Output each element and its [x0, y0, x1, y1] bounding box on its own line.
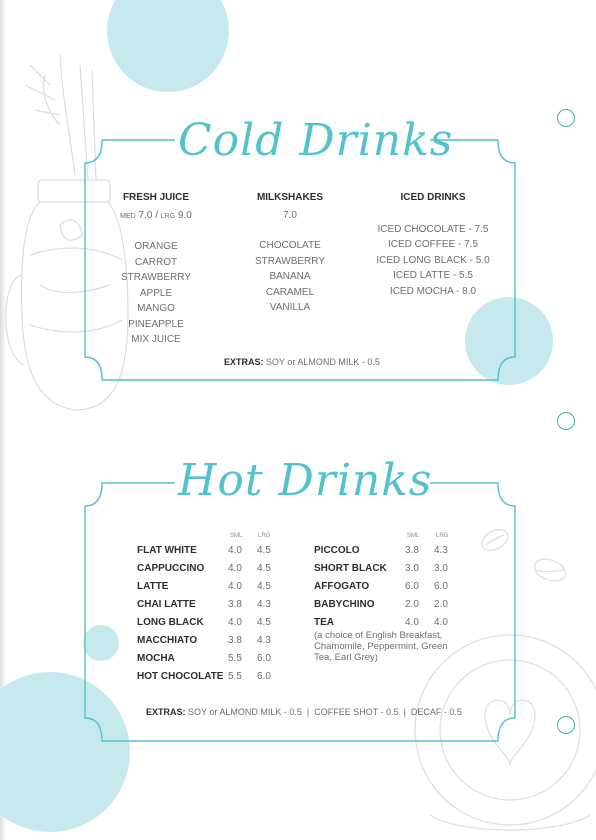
list-item: CARROT: [134, 256, 178, 268]
table-row: MOCHA 5.5 6.0: [137, 653, 271, 664]
hot-drinks-left-table: [137, 531, 297, 689]
table-row: MACCHIATO 3.8 4.3: [137, 635, 271, 646]
milkshakes-heading: MILKSHAKES: [256, 192, 324, 203]
list-item: STRAWBERRY: [120, 272, 191, 283]
list-item: VANILLA: [269, 302, 311, 313]
table-row: PICCOLO 3.8 4.3: [314, 545, 448, 556]
list-item: CARAMEL: [265, 286, 315, 298]
ring-marker-icon: [557, 109, 575, 127]
table-row: SHORT BLACK 3.0 3.0: [314, 563, 448, 574]
table-row: CAPPUCCINO 4.0 4.5: [137, 563, 271, 574]
size-small-header: SML: [407, 533, 420, 539]
fresh-juice-prices: MED 7.0 / LRG 9.0: [120, 209, 192, 221]
ring-marker-icon: [557, 412, 575, 430]
table-row: BABYCHINO 2.0 2.0: [314, 599, 448, 610]
milkshakes-price: 7.0: [283, 209, 297, 221]
list-item: CHOCOLATE: [259, 240, 321, 251]
list-item: BANANA: [269, 271, 311, 282]
cold-drinks-title: Cold Drinks: [178, 115, 454, 166]
fresh-juice-heading: FRESH JUICE: [122, 192, 190, 203]
table-row: HOT CHOCOLATE 5.5 6.0: [137, 671, 271, 682]
hot-extras: EXTRAS: SOY or ALMOND MILK - 0.5 | COFFEE SHOT - 0.5 | DECAF - 0.5: [146, 707, 462, 717]
list-item: ICED LONG BLACK - 5.0: [376, 254, 490, 266]
table-row: LONG BLACK 4.0 4.5: [137, 617, 271, 628]
list-item: PINEAPPLE: [128, 318, 184, 330]
list-item: ICED LATTE - 5.5: [393, 270, 473, 281]
list-item: APPLE: [139, 287, 173, 299]
list-item: ICED COFFEE - 7.5: [387, 239, 478, 250]
table-row: TEA 4.0 4.0: [314, 617, 448, 628]
size-small-header: SML: [230, 533, 243, 539]
list-item: ORANGE: [134, 241, 178, 252]
table-row: FLAT WHITE 4.0 4.5: [137, 545, 271, 556]
list-item: ICED MOCHA - 8.0: [389, 285, 477, 297]
list-item: MANGO: [137, 303, 175, 314]
cold-extras: EXTRAS: SOY or ALMOND MILK - 0.5: [224, 357, 380, 367]
list-item: ICED CHOCOLATE - 7.5: [377, 223, 489, 235]
tea-note: (a choice of English Breakfast, Chamomile, Peppermint, Green Tea, Earl Grey): [314, 630, 448, 663]
table-row: AFFOGATO 6.0 6.0: [314, 581, 448, 592]
table-row: CHAI LATTE 3.8 4.3: [137, 599, 271, 610]
list-item: STRAWBERRY: [254, 255, 325, 267]
fresh-juice-column: [110, 190, 202, 348]
size-large-header: LRG: [258, 533, 271, 539]
iced-drinks-column: [368, 190, 498, 299]
hot-drinks-title: Hot Drinks: [178, 455, 433, 506]
iced-drinks-heading: ICED DRINKS: [400, 192, 466, 203]
hot-drinks-right-table: [314, 531, 464, 635]
list-item: MIX JUICE: [131, 334, 181, 345]
size-large-header: LRG: [436, 533, 449, 539]
milkshakes-column: [240, 190, 340, 316]
table-row: LATTE 4.0 4.5: [137, 581, 271, 592]
